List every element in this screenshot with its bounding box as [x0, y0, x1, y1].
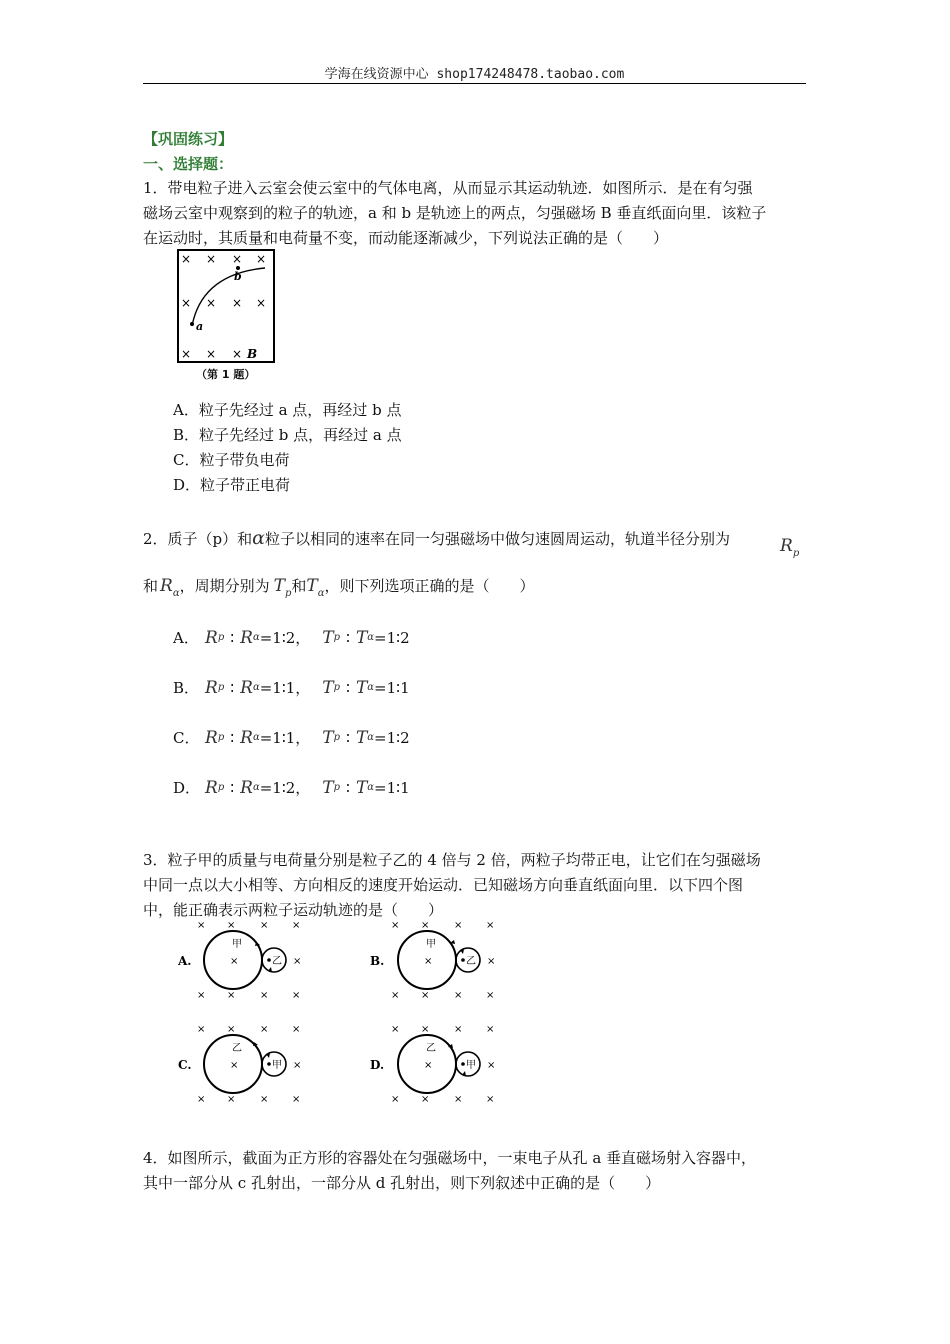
q1-line: 磁场云室中观察到的粒子的轨迹，a 和 b 是轨迹上的两点，匀强磁场 B 垂直纸面向里．该粒子 [143, 204, 767, 222]
svg-text:×: × [424, 1060, 433, 1071]
svg-text:×: × [292, 920, 301, 931]
header-rule [143, 83, 806, 84]
svg-text:×: × [486, 1024, 495, 1035]
q3-figure-d [366, 1022, 506, 1104]
q2-option-d: D． Rp ∶ Rα=1∶2， Tp ∶ Tα=1∶1 [173, 777, 410, 798]
svg-text:×: × [227, 990, 236, 1000]
q1-line: 在运动时，其质量和电荷量不变，而动能逐渐减少，下列说法正确的是（ ） [143, 229, 669, 247]
q2-line-1: 2．质子（p）和α粒子以相同的速率在同一匀强磁场中做匀速圆周运动，轨道半径分别为 [143, 527, 731, 549]
svg-text:×: × [197, 990, 206, 1000]
section-title: 【巩固练习】 [143, 130, 234, 148]
q3-figure-c [172, 1022, 312, 1104]
field-cross: × [232, 252, 243, 266]
q3-figure-a [172, 918, 312, 1000]
svg-text:×: × [486, 920, 495, 931]
q2-line-2: 和 $R_\alpha$，周期分别为 $T_p$和$T_\alpha$，则下列选项正确的是（ ） [143, 576, 535, 599]
q4-line: 4．如图所示，截面为正方形的容器处在匀强磁场中，一束电子从孔 a 垂直磁场射入容器中， [143, 1149, 757, 1167]
svg-text:×: × [391, 1024, 400, 1035]
q3-line: 3．粒子甲的质量与电荷量分别是粒子乙的 4 倍与 2 倍，两粒子均带正电，让它们在匀强磁场 [143, 851, 761, 869]
field-cross: × [206, 252, 217, 266]
q1-figure [170, 246, 282, 382]
svg-text:×: × [197, 1094, 206, 1104]
svg-text:×: × [227, 920, 236, 931]
svg-text:×: × [486, 990, 495, 1000]
svg-text:×: × [260, 990, 269, 1000]
q3-figure-b [366, 918, 506, 1000]
svg-text:×: × [454, 1024, 463, 1035]
svg-text:×: × [421, 990, 430, 1000]
question-4 [143, 1146, 806, 1196]
q2-option-a: A． Rp ∶ Rα=1∶2， Tp ∶ Tα=1∶2 [173, 627, 410, 648]
q3-line: 中，能正确表示两粒子运动轨迹的是（ ） [143, 901, 444, 919]
small-particle-label: 乙 [272, 956, 282, 967]
svg-text:×: × [391, 920, 400, 931]
q1-option-d: D．粒子带正电荷 [173, 476, 291, 494]
q1-caption: （第 1 题） [196, 368, 256, 381]
svg-text:×: × [454, 1094, 463, 1104]
question-3 [143, 848, 806, 923]
svg-text:×: × [421, 920, 430, 931]
section-subtitle: 一、选择题： [143, 155, 234, 173]
small-particle-label: 甲 [466, 1060, 476, 1071]
small-particle-label: 甲 [272, 1060, 282, 1071]
svg-text:×: × [292, 1094, 301, 1104]
svg-text:×: × [487, 1060, 496, 1071]
svg-text:×: × [260, 1094, 269, 1104]
q4-line: 其中一部分从 c 孔射出，一部分从 d 孔射出，则下列叙述中正确的是（ ） [143, 1174, 661, 1192]
point-a-label: a [196, 320, 204, 333]
point-b-label: b [234, 270, 242, 283]
svg-text:×: × [424, 956, 433, 967]
small-particle-label: 乙 [466, 956, 476, 967]
big-particle-label: 乙 [232, 1043, 242, 1054]
q3-line: 中同一点以大小相等、方向相反的速度开始运动．已知磁场方向垂直纸面向里．以下四个图 [143, 876, 744, 894]
big-particle-label: 乙 [426, 1043, 436, 1054]
page-header: 学海在线资源中心 shop174248478.taobao.com [324, 67, 625, 82]
field-cross: × [181, 296, 192, 310]
svg-text:×: × [197, 920, 206, 931]
svg-text:×: × [260, 1024, 269, 1035]
svg-text:×: × [227, 1024, 236, 1035]
big-particle-label: 甲 [232, 939, 242, 950]
svg-text:×: × [293, 1060, 302, 1071]
q2-option-c: C． Rp ∶ Rα=1∶1， Tp ∶ Tα=1∶2 [173, 727, 410, 748]
svg-text:×: × [487, 956, 496, 967]
big-particle-label: 甲 [426, 939, 436, 950]
svg-text:×: × [260, 920, 269, 931]
field-cross: × [181, 252, 192, 266]
point-a-dot [190, 322, 194, 326]
particle-track [192, 268, 265, 326]
field-cross: × [206, 347, 217, 361]
q1-options [173, 398, 402, 498]
figure-label: D. [370, 1058, 385, 1072]
svg-text:×: × [421, 1094, 430, 1104]
field-cross: × [232, 347, 243, 361]
alpha-symbol: α [252, 527, 265, 549]
svg-text:×: × [454, 990, 463, 1000]
field-cross: × [206, 296, 217, 310]
svg-text:×: × [391, 1094, 400, 1104]
svg-text:×: × [293, 956, 302, 967]
field-cross: × [181, 347, 192, 361]
q1-option-c: C．粒子带负电荷 [173, 451, 290, 469]
svg-text:×: × [227, 1094, 236, 1104]
field-cross: × [256, 296, 267, 310]
figure-label: C. [178, 1058, 192, 1072]
field-B-label: B [247, 347, 258, 361]
q1-option-a: A．粒子先经过 a 点，再经过 b 点 [173, 401, 402, 419]
svg-text:×: × [391, 990, 400, 1000]
svg-text:×: × [292, 1024, 301, 1035]
svg-text:×: × [197, 1024, 206, 1035]
svg-text:×: × [292, 990, 301, 1000]
figure-label: A. [178, 954, 192, 968]
svg-text:×: × [486, 1094, 495, 1104]
figure-label: B. [370, 954, 385, 968]
field-cross: × [256, 252, 267, 266]
q1-option-b: B．粒子先经过 b 点，再经过 a 点 [173, 426, 402, 444]
q1-line: 1．带电粒子进入云室会使云室中的气体电离，从而显示其运动轨迹．如图所示．是在有匀强 [143, 179, 753, 197]
svg-text:×: × [454, 920, 463, 931]
field-cross: × [232, 296, 243, 310]
svg-text:×: × [421, 1024, 430, 1035]
question-1 [143, 176, 806, 251]
svg-text:×: × [230, 1060, 239, 1071]
svg-text:×: × [230, 956, 239, 967]
q2-option-b: B． Rp ∶ Rα=1∶1， Tp ∶ Tα=1∶1 [173, 677, 410, 698]
q2-Rp: $R_p$ [780, 536, 800, 559]
